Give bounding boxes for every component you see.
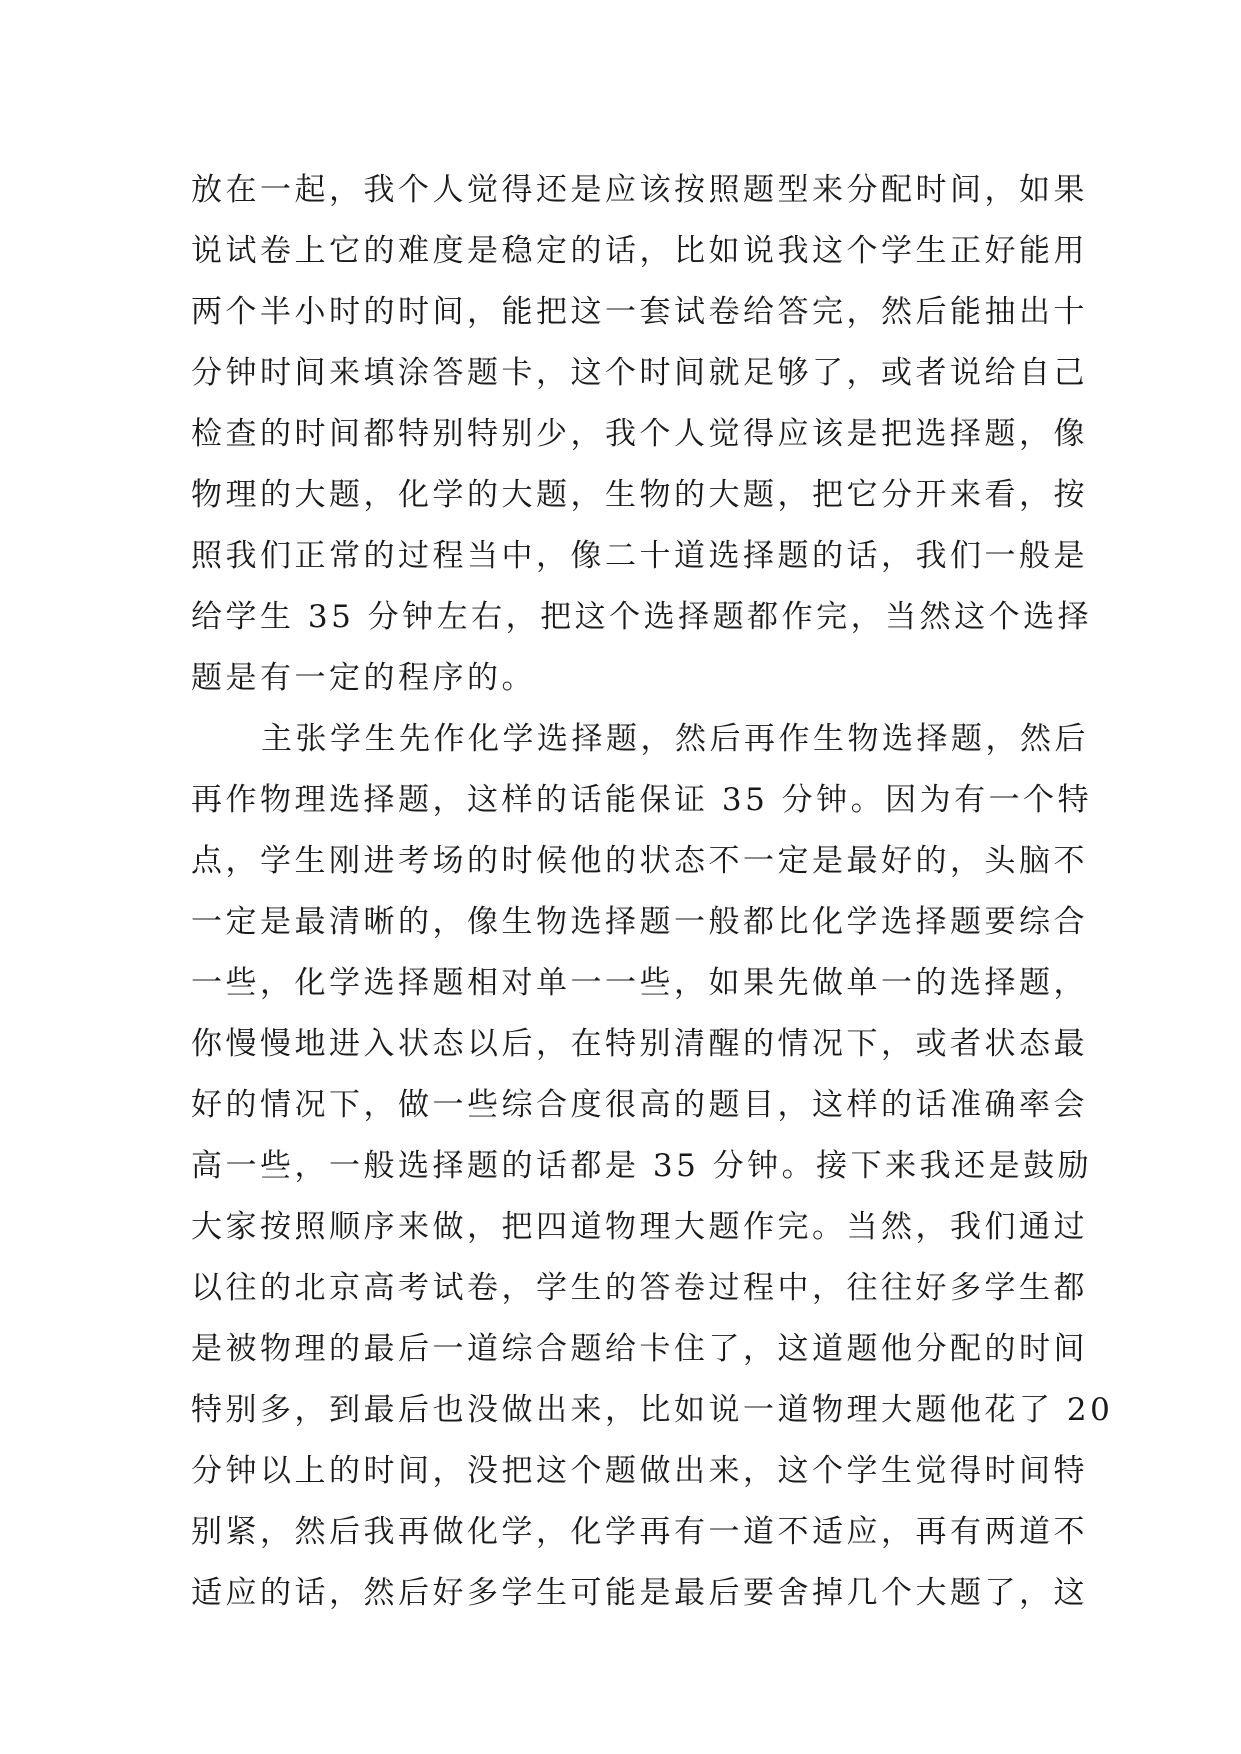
text-line: 适应的话，然后好多学生可能是最后要舍掉几个大题了，这	[191, 1575, 1088, 1611]
text-line: 说试卷上它的难度是稳定的话，比如说我这个学生正好能用	[191, 233, 1088, 269]
text-line: 放在一起，我个人觉得还是应该按照题型来分配时间，如果	[191, 172, 1088, 208]
text-line: 一些，化学选择题相对单一一些，如果先做单一的选择题，	[191, 965, 1088, 1001]
paragraph-1	[191, 160, 1093, 709]
text-line: 你慢慢地进入状态以后，在特别清醒的情况下，或者状态最	[191, 1026, 1088, 1062]
text-line-indented: 主张学生先作化学选择题，然后再作生物选择题，然后	[261, 721, 1089, 757]
text-line: 特别多，到最后也没做出来，比如说一道物理大题他花了 20	[191, 1392, 1114, 1428]
text-line: 分钟以上的时间，没把这个题做出来，这个学生觉得时间特	[191, 1453, 1088, 1489]
text-line: 是被物理的最后一道综合题给卡住了，这道题他分配的时间	[191, 1331, 1088, 1367]
text-line: 以往的北京高考试卷，学生的答卷过程中，往往好多学生都	[191, 1270, 1088, 1306]
text-line: 给学生 35 分钟左右，把这个选择题都作完，当然这个选择	[191, 599, 1093, 635]
text-line: 点，学生刚进考场的时候他的状态不一定是最好的，头脑不	[191, 843, 1088, 879]
paragraph-2	[191, 709, 1114, 1624]
text-line: 检查的时间都特别特别少，我个人觉得应该是把选择题，像	[191, 416, 1088, 452]
text-line: 大家按照顺序来做，把四道物理大题作完。当然，我们通过	[191, 1209, 1088, 1245]
text-line: 一定是最清晰的，像生物选择题一般都比化学选择题要综合	[191, 904, 1088, 940]
text-line: 两个半小时的时间，能把这一套试卷给答完，然后能抽出十	[191, 294, 1088, 330]
text-line: 高一些，一般选择题的话都是 35 分钟。接下来我还是鼓励	[191, 1148, 1093, 1184]
text-line: 别紧，然后我再做化学，化学再有一道不适应，再有两道不	[191, 1514, 1088, 1550]
text-line: 再作物理选择题，这样的话能保证 35 分钟。因为有一个特	[191, 782, 1093, 818]
text-line: 照我们正常的过程当中，像二十道选择题的话，我们一般是	[191, 538, 1088, 574]
document-body	[191, 160, 1114, 1624]
text-line: 分钟时间来填涂答题卡，这个时间就足够了，或者说给自己	[191, 355, 1088, 391]
text-line: 题是有一定的程序的。	[191, 660, 536, 696]
text-line: 好的情况下，做一些综合度很高的题目，这样的话准确率会	[191, 1087, 1088, 1123]
text-line: 物理的大题，化学的大题，生物的大题，把它分开来看，按	[191, 477, 1088, 513]
